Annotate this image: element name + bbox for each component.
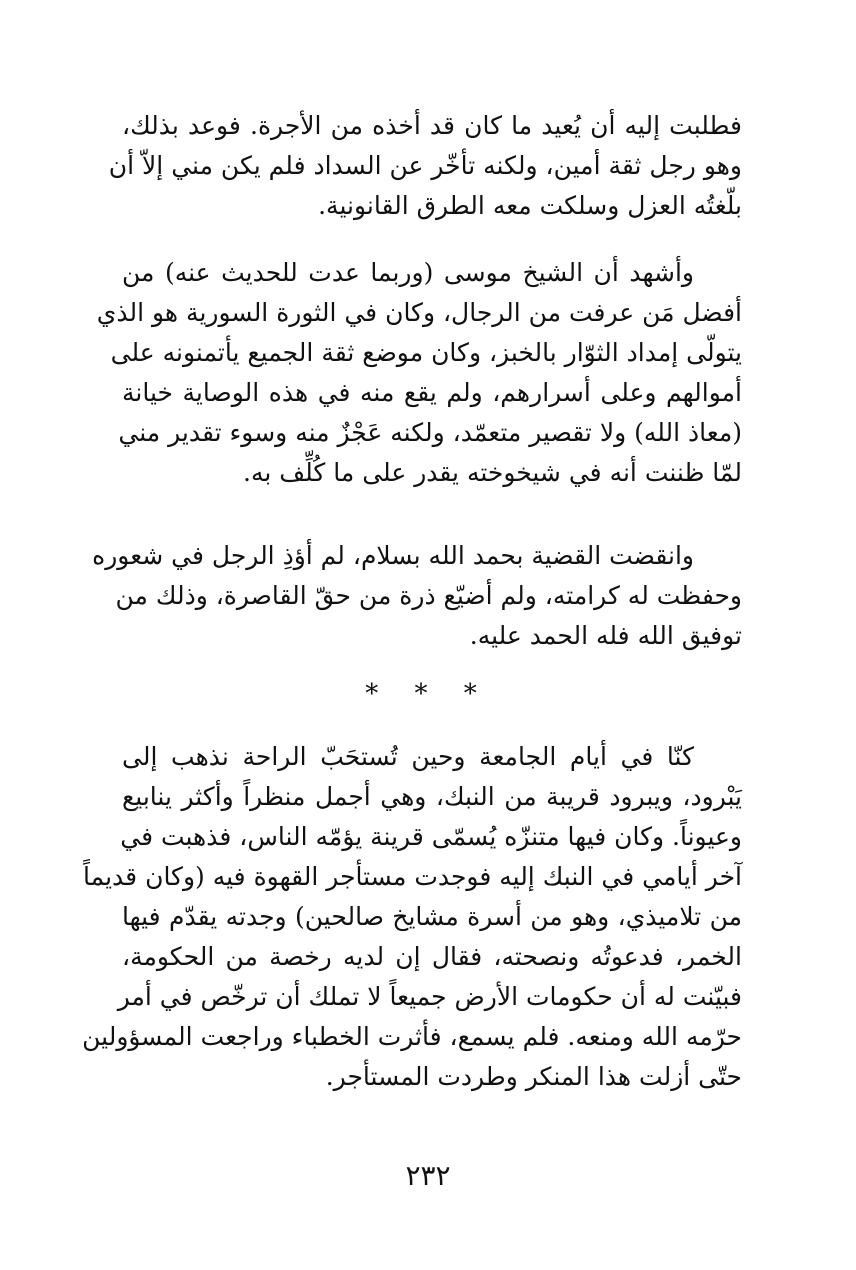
text-line: يتولّى إمداد الثوّار بالخبز، وكان موضع ثقة الجميع يأتمنونه على: [110, 338, 742, 367]
text-line: كنّا في أيام الجامعة وحين تُستحَبّ الراحة نذهب إلى: [122, 742, 694, 771]
paragraph-3: [92, 536, 742, 656]
text-line: حرّمه الله ومنعه. فلم يسمع، فأثرت الخطباء وراجعت المسؤولين: [82, 1022, 742, 1051]
text-line: أموالهم وعلى أسرارهم، ولم يقع منه في هذه الوصاية خيانة: [122, 378, 742, 407]
text-line: فطلبت إليه أن يُعيد ما كان قد أخذه من الأجرة. فوعد بذلك،: [122, 111, 742, 140]
text-line: فبيّنت له أن حكومات الأرض جميعاً لا تملك أن ترخّص في أمر: [117, 982, 742, 1011]
text-line: وأشهد أن الشيخ موسى (وربما عدت للحديث عنه) من: [122, 258, 694, 287]
text-line: حتّى أزلت هذا المنكر وطردت المستأجر.: [325, 1062, 742, 1091]
paragraph-4: [82, 737, 742, 1097]
text-line: لمّا ظننت أنه في شيخوخته يقدر على ما كُلِّف به.: [243, 458, 742, 487]
text-line: بلّغتُه العزل وسلكت معه الطرق القانونية.: [318, 191, 742, 220]
paragraph-1: [108, 106, 742, 226]
text-line: وحفظت له كرامته، ولم أضيّع ذرة من حقّ القاصرة، وذلك من: [115, 581, 742, 610]
page-number: ٢٣٢: [405, 1159, 451, 1192]
text-line: وعيوناً. وكان فيها متنزّه يُسمّى قرينة يؤمّه الناس، فذهبت في: [120, 822, 742, 851]
text-line: (معاذ الله) ولا تقصير متعمّد، ولكنه عَجْزٌ منه وسوء تقدير مني: [118, 418, 742, 447]
paragraph-2: [96, 253, 742, 493]
text-line: توفيق الله فله الحمد عليه.: [469, 621, 742, 650]
text-line: أفضل مَن عرفت من الرجال، وكان في الثورة السورية هو الذي: [96, 298, 742, 327]
text-line: من تلاميذي، وهو من أسرة مشايخ صالحين) وجدته يقدّم فيها: [122, 902, 742, 931]
text-line: الخمر، فدعوتُه ونصحته، فقال إن لديه رخصة من الحكومة،: [122, 942, 742, 971]
text-line: وانقضت القضية بحمد الله بسلام، لم أؤذِ الرجل في شعوره: [92, 541, 694, 570]
text-line: وهو رجل ثقة أمين، ولكنه تأخّر عن السداد فلم يكن مني إلاّ أن: [108, 151, 742, 180]
section-separator: * * *: [365, 679, 491, 709]
text-line: يَبْرود، ويبرود قريبة من النبك، وهي أجمل منظراً وأكثر ينابيع: [122, 782, 742, 811]
text-line: آخر أيامي في النبك إليه فوجدت مستأجر القهوة فيه (وكان قديماً: [83, 862, 742, 891]
